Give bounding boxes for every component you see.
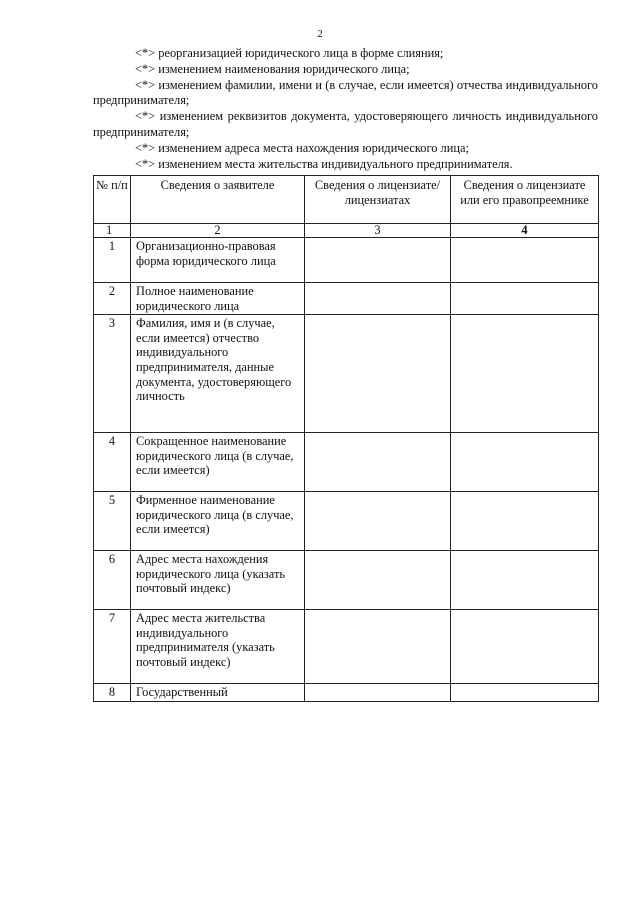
licensee-cell bbox=[305, 610, 451, 684]
row-label: Государственный bbox=[131, 684, 305, 702]
licensee-cell bbox=[305, 433, 451, 492]
page-number: 2 bbox=[317, 28, 323, 40]
successor-cell bbox=[451, 433, 599, 492]
table-row bbox=[94, 684, 599, 702]
table-row bbox=[94, 238, 599, 283]
row-label: Адрес места жительства индивидуального предпринимателя (указать почтовый индекс) bbox=[131, 610, 305, 684]
row-number: 3 bbox=[94, 315, 131, 433]
intro-line: <*> реорганизацией юридического лица в форме слияния; bbox=[135, 46, 444, 60]
row-number: 5 bbox=[94, 492, 131, 551]
row-number: 6 bbox=[94, 551, 131, 610]
licensee-cell bbox=[305, 684, 451, 702]
row-label: Полное наименование юридического лица bbox=[131, 283, 305, 315]
table-row bbox=[94, 433, 599, 492]
column-index: 3 bbox=[305, 224, 451, 238]
successor-cell bbox=[451, 492, 599, 551]
column-index: 1 bbox=[94, 224, 131, 238]
licensee-cell bbox=[305, 283, 451, 315]
licensee-cell bbox=[305, 315, 451, 433]
table-row bbox=[94, 551, 599, 610]
column-index: 2 bbox=[131, 224, 305, 238]
successor-cell bbox=[451, 610, 599, 684]
row-label: Фирменное наименование юридического лица (в случае, если имеется) bbox=[131, 492, 305, 551]
table-row bbox=[94, 492, 599, 551]
header-successor: Сведения о лицензиате или его правопреемнике bbox=[451, 176, 599, 224]
applicant-info-table bbox=[93, 175, 599, 702]
intro-line: <*> изменением реквизитов документа, удостоверяющего личность индивидуального предпринимателя; bbox=[93, 109, 598, 139]
row-number: 7 bbox=[94, 610, 131, 684]
successor-cell bbox=[451, 315, 599, 433]
row-number: 4 bbox=[94, 433, 131, 492]
row-label: Сокращенное наименование юридического лица (в случае, если имеется) bbox=[131, 433, 305, 492]
successor-cell bbox=[451, 283, 599, 315]
column-index-row bbox=[94, 224, 599, 238]
licensee-cell bbox=[305, 551, 451, 610]
row-label: Фамилия, имя и (в случае, если имеется) отчество индивидуального предпринимателя, данные документа, удостоверяющего личность bbox=[131, 315, 305, 433]
successor-cell bbox=[451, 238, 599, 283]
intro-line: <*> изменением места жительства индивидуального предпринимателя. bbox=[135, 156, 513, 171]
column-index: 4 bbox=[451, 224, 599, 238]
intro-list bbox=[93, 46, 598, 172]
row-number: 2 bbox=[94, 283, 131, 315]
row-label: Адрес места нахождения юридического лица (указать почтовый индекс) bbox=[131, 551, 305, 610]
row-number: 8 bbox=[94, 684, 131, 702]
licensee-cell bbox=[305, 492, 451, 551]
intro-line: <*> изменением фамилии, имени и (в случае, если имеется) отчества индивидуального предпринимателя; bbox=[93, 77, 598, 108]
table-row bbox=[94, 283, 599, 315]
table-row bbox=[94, 610, 599, 684]
header-applicant: Сведения о заявителе bbox=[131, 176, 305, 224]
table-row bbox=[94, 315, 599, 433]
row-number: 1 bbox=[94, 238, 131, 283]
table-header-row bbox=[94, 176, 599, 224]
header-licensee: Сведения о лицензиате/ лицензиатах bbox=[305, 176, 451, 224]
licensee-cell bbox=[305, 238, 451, 283]
intro-line: <*> изменением адреса места нахождения юридического лица; bbox=[135, 140, 469, 155]
successor-cell bbox=[451, 684, 599, 702]
header-number: № п/п bbox=[94, 176, 131, 224]
intro-line: <*> изменением наименования юридического лица; bbox=[135, 61, 410, 76]
successor-cell bbox=[451, 551, 599, 610]
row-label: Организационно-правовая форма юридического лица bbox=[131, 238, 305, 283]
